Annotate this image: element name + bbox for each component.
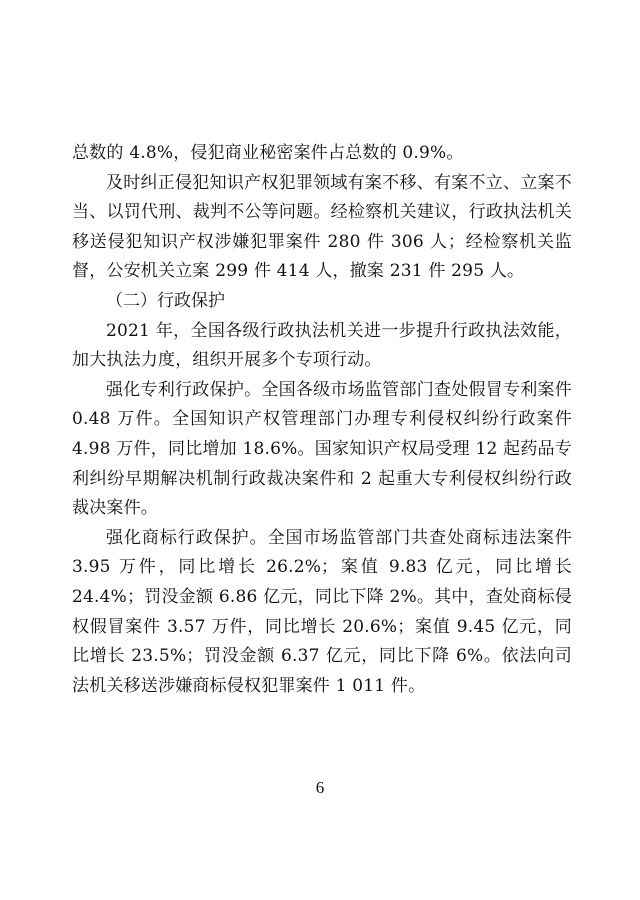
paragraph-crime-correction: 及时纠正侵犯知识产权犯罪领域有案不移、有案不立、立案不当、以罚代刑、裁判不公等问题。经检察机关建议，行政执法机关移送侵犯知识产权涉嫌犯罪案件 280 件 306 人；经检察机关监督，公安机关立案 299 件 414 人，撤案 231 件 295 人。 <box>72 172 572 282</box>
section-heading: （二）行政保护 <box>106 290 225 311</box>
paragraph-patent-protection: 强化专利行政保护。全国各级市场监管部门查处假冒专利案件 0.48 万件。全国知识产权管理部门办理专利侵权纠纷行政案件 4.98 万件，同比增加 18.6%。国家知识产权局受理 12 起药品专利纠纷早期解决机制行政裁决案件和 2 起重大专利侵权纠纷行政裁决案件。 <box>72 379 572 519</box>
paragraph-trademark-protection: 强化商标行政保护。全国市场监管部门共查处商标违法案件 3.95 万件，同比增长 26.2%；案值 9.83 亿元，同比增长 24.4%；罚没金额 6.86 亿元，同比下降 2%。其中，查处商标侵权假冒案件 3.57 万件，同比增长 20.6%；案值 9.45 亿元，同比增长 23.5%；罚没金额 6.37 亿元，同比下降 6%。依法向司法机关移送涉嫌商标侵权犯罪案件 1 011 件。 <box>72 527 572 696</box>
paragraph-admin-overview: 2021 年，全国各级行政执法机关进一步提升行政执法效能，加大执法力度，组织开展多个专项行动。 <box>72 320 572 371</box>
paragraph-continuation: 总数的 4.8%，侵犯商业秘密案件占总数的 0.9%。 <box>72 143 464 163</box>
page-number: 6 <box>315 778 325 797</box>
body-text <box>72 139 572 701</box>
